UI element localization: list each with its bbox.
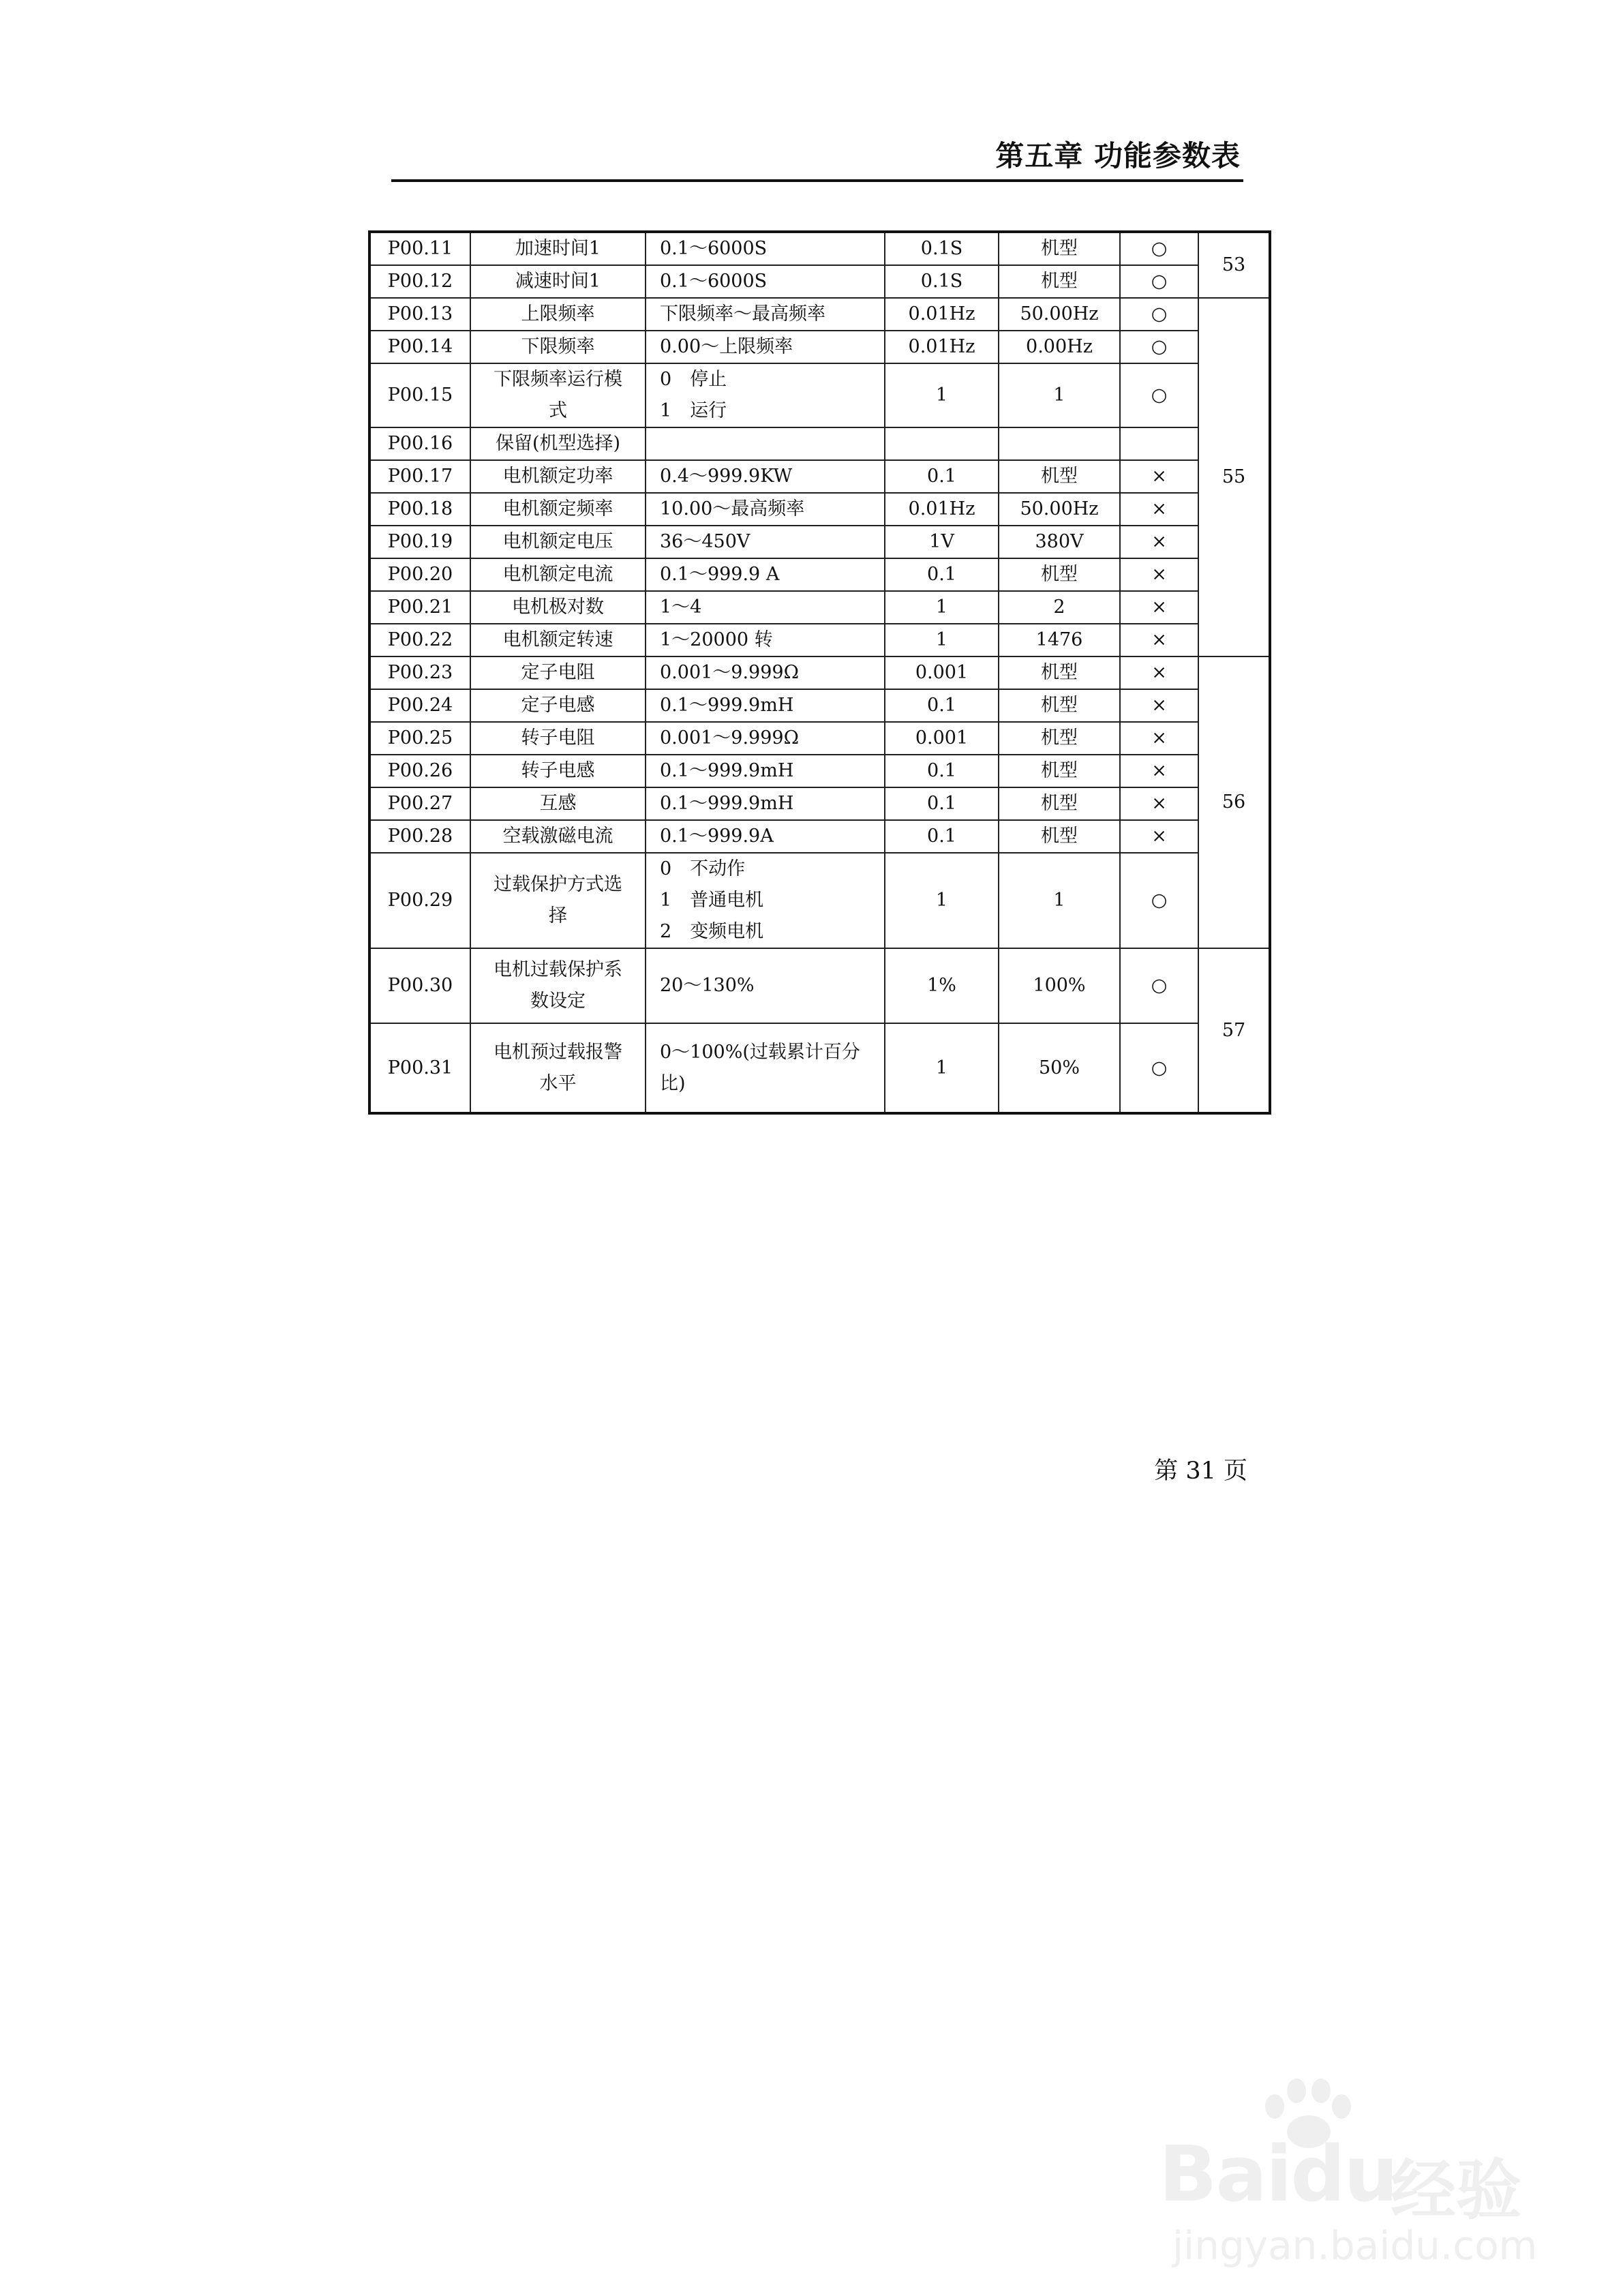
watermark-brand-suffix: 经验	[1391, 2152, 1521, 2229]
table-row	[369, 689, 1270, 722]
param-unit: 0.1	[885, 820, 999, 853]
param-range	[646, 460, 885, 493]
param-range	[646, 722, 885, 755]
param-unit: 0.1	[885, 787, 999, 820]
param-name-line: 转子电感	[521, 760, 595, 781]
param-range	[646, 1023, 885, 1113]
table-row	[369, 820, 1270, 853]
param-name-line: 转子电阻	[521, 727, 595, 749]
param-default: 机型	[999, 689, 1120, 722]
page-ref: 56	[1198, 656, 1270, 948]
param-range-line: 0 停止	[660, 369, 727, 390]
param-name	[470, 232, 646, 265]
param-default: 1	[999, 363, 1120, 427]
param-name	[470, 755, 646, 787]
param-code: P00.13	[369, 298, 470, 331]
param-unit: 0.1S	[885, 265, 999, 298]
param-name	[470, 853, 646, 948]
param-name	[470, 624, 646, 656]
param-range-line: 0.1～999.9mH	[660, 760, 794, 781]
param-name	[470, 298, 646, 331]
table-row	[369, 331, 1270, 363]
param-default: 机型	[999, 656, 1120, 689]
param-code: P00.31	[369, 1023, 470, 1113]
param-default: 机型	[999, 820, 1120, 853]
param-range-line: 0.1～999.9mH	[660, 695, 794, 716]
param-default: 机型	[999, 232, 1120, 265]
param-change: ○	[1120, 232, 1198, 265]
param-unit: 1	[885, 591, 999, 624]
param-change	[1120, 427, 1198, 460]
param-change: ○	[1120, 948, 1198, 1023]
param-unit: 1	[885, 624, 999, 656]
param-code: P00.16	[369, 427, 470, 460]
param-range-line: 1 普通电机	[660, 890, 764, 911]
param-change: ×	[1120, 820, 1198, 853]
param-range	[646, 363, 885, 427]
param-default: 机型	[999, 722, 1120, 755]
param-default	[999, 427, 1120, 460]
param-unit: 1V	[885, 526, 999, 558]
param-unit	[885, 427, 999, 460]
param-name-line: 电机额定频率	[502, 498, 613, 519]
param-name-line: 择	[549, 905, 567, 926]
param-name	[470, 1023, 646, 1113]
param-default: 100%	[999, 948, 1120, 1023]
param-unit: 0.01Hz	[885, 493, 999, 526]
param-default: 机型	[999, 558, 1120, 591]
param-name-line: 上限频率	[521, 303, 595, 324]
param-change: ×	[1120, 624, 1198, 656]
param-range	[646, 298, 885, 331]
param-code: P00.18	[369, 493, 470, 526]
parameter-table	[368, 230, 1271, 1115]
param-name	[470, 363, 646, 427]
table-row	[369, 1023, 1270, 1113]
param-change: ×	[1120, 493, 1198, 526]
table-row	[369, 526, 1270, 558]
param-name	[470, 948, 646, 1023]
param-name	[470, 427, 646, 460]
param-range	[646, 331, 885, 363]
param-code: P00.23	[369, 656, 470, 689]
param-range-line: 0.1～6000S	[660, 271, 768, 292]
param-name-line: 下限频率运行模	[494, 369, 622, 390]
param-range	[646, 493, 885, 526]
param-default: 机型	[999, 265, 1120, 298]
param-range-line: 0.1～999.9 A	[660, 564, 780, 585]
page-number: 第 31 页	[1154, 1457, 1247, 1485]
param-unit: 1%	[885, 948, 999, 1023]
param-range-line: 1～20000 转	[660, 629, 773, 650]
param-unit: 0.01Hz	[885, 331, 999, 363]
param-code: P00.29	[369, 853, 470, 948]
watermark-url: jingyan.baidu.com	[1172, 2222, 1538, 2269]
param-unit: 0.1	[885, 558, 999, 591]
param-name	[470, 787, 646, 820]
param-name-line: 空载激磁电流	[502, 826, 613, 847]
param-change: ○	[1120, 853, 1198, 948]
param-name	[470, 493, 646, 526]
param-code: P00.17	[369, 460, 470, 493]
table-row	[369, 853, 1270, 948]
param-change: ×	[1120, 460, 1198, 493]
param-range-line: 0.4～999.9KW	[660, 466, 793, 487]
table-row	[369, 460, 1270, 493]
param-range-line: 比)	[660, 1072, 686, 1094]
param-range-line: 2 变频电机	[660, 921, 764, 942]
param-default: 50.00Hz	[999, 493, 1120, 526]
param-range	[646, 656, 885, 689]
table-row	[369, 755, 1270, 787]
param-change: ×	[1120, 689, 1198, 722]
param-name-line: 水平	[539, 1072, 577, 1094]
param-range-line: 0.001～9.999Ω	[660, 662, 799, 683]
param-change: ×	[1120, 787, 1198, 820]
table-row	[369, 558, 1270, 591]
param-code: P00.27	[369, 787, 470, 820]
param-range	[646, 948, 885, 1023]
param-name	[470, 331, 646, 363]
param-range	[646, 755, 885, 787]
param-name	[470, 591, 646, 624]
param-unit: 0.001	[885, 722, 999, 755]
param-code: P00.11	[369, 232, 470, 265]
param-name-line: 数设定	[530, 991, 586, 1012]
param-name	[470, 820, 646, 853]
param-unit: 0.01Hz	[885, 298, 999, 331]
param-name	[470, 265, 646, 298]
param-code: P00.22	[369, 624, 470, 656]
param-range-line: 0 不动作	[660, 858, 746, 879]
param-unit: 1	[885, 1023, 999, 1113]
param-name-line: 电机极对数	[512, 596, 604, 618]
param-change: ○	[1120, 363, 1198, 427]
param-code: P00.14	[369, 331, 470, 363]
table-row	[369, 656, 1270, 689]
baidu-jingyan-watermark	[1145, 2076, 1595, 2280]
table-row	[369, 624, 1270, 656]
param-name-line: 电机额定电流	[502, 564, 613, 585]
param-change: ×	[1120, 755, 1198, 787]
param-code: P00.28	[369, 820, 470, 853]
param-range	[646, 820, 885, 853]
param-name	[470, 558, 646, 591]
param-default: 0.00Hz	[999, 331, 1120, 363]
param-range	[646, 624, 885, 656]
param-range	[646, 591, 885, 624]
param-name-line: 电机过载保护系	[494, 959, 622, 980]
param-name-line: 加速时间1	[515, 238, 601, 259]
param-change: ×	[1120, 558, 1198, 591]
table-row	[369, 298, 1270, 331]
param-range	[646, 232, 885, 265]
page-ref: 55	[1198, 298, 1270, 656]
param-range-line: 下限频率～最高频率	[660, 303, 825, 324]
param-code: P00.15	[369, 363, 470, 427]
param-name	[470, 460, 646, 493]
param-unit: 1	[885, 363, 999, 427]
param-default: 2	[999, 591, 1120, 624]
header-rule	[391, 179, 1243, 182]
param-unit: 0.1S	[885, 232, 999, 265]
param-range-line: 0.001～9.999Ω	[660, 727, 799, 749]
param-name-line: 保留(机型选择)	[495, 433, 621, 454]
param-name	[470, 722, 646, 755]
table-row	[369, 787, 1270, 820]
param-default: 380V	[999, 526, 1120, 558]
param-change: ○	[1120, 298, 1198, 331]
param-name-line: 减速时间1	[515, 271, 601, 292]
param-range	[646, 427, 885, 460]
table-row	[369, 722, 1270, 755]
param-range-line: 36～450V	[660, 531, 750, 552]
param-range-line: 10.00～最高频率	[660, 498, 805, 519]
page-ref: 53	[1198, 232, 1270, 298]
param-code: P00.25	[369, 722, 470, 755]
param-range-line: 0.1～6000S	[660, 238, 768, 259]
param-unit: 0.001	[885, 656, 999, 689]
param-range	[646, 853, 885, 948]
param-range-line: 1 运行	[660, 400, 727, 421]
param-code: P00.24	[369, 689, 470, 722]
param-name-line: 下限频率	[521, 336, 595, 357]
param-change: ×	[1120, 591, 1198, 624]
param-range	[646, 558, 885, 591]
table-row	[369, 948, 1270, 1023]
param-change: ×	[1120, 722, 1198, 755]
param-name-line: 定子电感	[521, 695, 595, 716]
param-code: P00.19	[369, 526, 470, 558]
param-change: ○	[1120, 1023, 1198, 1113]
param-name-line: 定子电阻	[521, 662, 595, 683]
chapter-title: 第五章 功能参数表	[995, 139, 1241, 172]
param-name-line: 电机额定电压	[502, 531, 613, 552]
table-row	[369, 591, 1270, 624]
param-name	[470, 526, 646, 558]
param-name-line: 式	[549, 400, 567, 421]
param-range-line: 20～130%	[660, 975, 755, 996]
table-row	[369, 265, 1270, 298]
param-name-line: 电机额定转速	[502, 629, 613, 650]
table-row	[369, 427, 1270, 460]
param-change: ○	[1120, 331, 1198, 363]
param-name-line: 电机额定功率	[502, 466, 613, 487]
param-default: 50%	[999, 1023, 1120, 1113]
table-row	[369, 232, 1270, 265]
param-range-line: 0.1～999.9A	[660, 826, 774, 847]
param-name	[470, 689, 646, 722]
param-name-line: 互感	[539, 793, 577, 814]
param-code: P00.20	[369, 558, 470, 591]
param-default: 1	[999, 853, 1120, 948]
param-code: P00.26	[369, 755, 470, 787]
param-code: P00.12	[369, 265, 470, 298]
param-range	[646, 689, 885, 722]
page-ref: 57	[1198, 948, 1270, 1113]
param-unit: 0.1	[885, 755, 999, 787]
param-range	[646, 526, 885, 558]
param-code: P00.21	[369, 591, 470, 624]
param-range	[646, 787, 885, 820]
param-name	[470, 656, 646, 689]
param-default: 1476	[999, 624, 1120, 656]
param-range	[646, 265, 885, 298]
param-unit: 1	[885, 853, 999, 948]
param-range-line: 0.00～上限频率	[660, 336, 793, 357]
param-change: ○	[1120, 265, 1198, 298]
param-unit: 0.1	[885, 460, 999, 493]
param-change: ×	[1120, 526, 1198, 558]
param-unit: 0.1	[885, 689, 999, 722]
param-default: 机型	[999, 460, 1120, 493]
table-row	[369, 493, 1270, 526]
param-range-line: 1～4	[660, 596, 702, 618]
watermark-logo-text: Baidu	[1159, 2130, 1397, 2219]
param-name-line: 过载保护方式选	[494, 874, 622, 895]
param-range-line: 0.1～999.9mH	[660, 793, 794, 814]
param-range-line: 0～100%(过载累计百分	[660, 1041, 860, 1063]
param-default: 机型	[999, 787, 1120, 820]
param-name-line: 电机预过载报警	[494, 1041, 622, 1063]
param-default: 50.00Hz	[999, 298, 1120, 331]
param-change: ×	[1120, 656, 1198, 689]
param-code: P00.30	[369, 948, 470, 1023]
table-row	[369, 363, 1270, 427]
param-default: 机型	[999, 755, 1120, 787]
